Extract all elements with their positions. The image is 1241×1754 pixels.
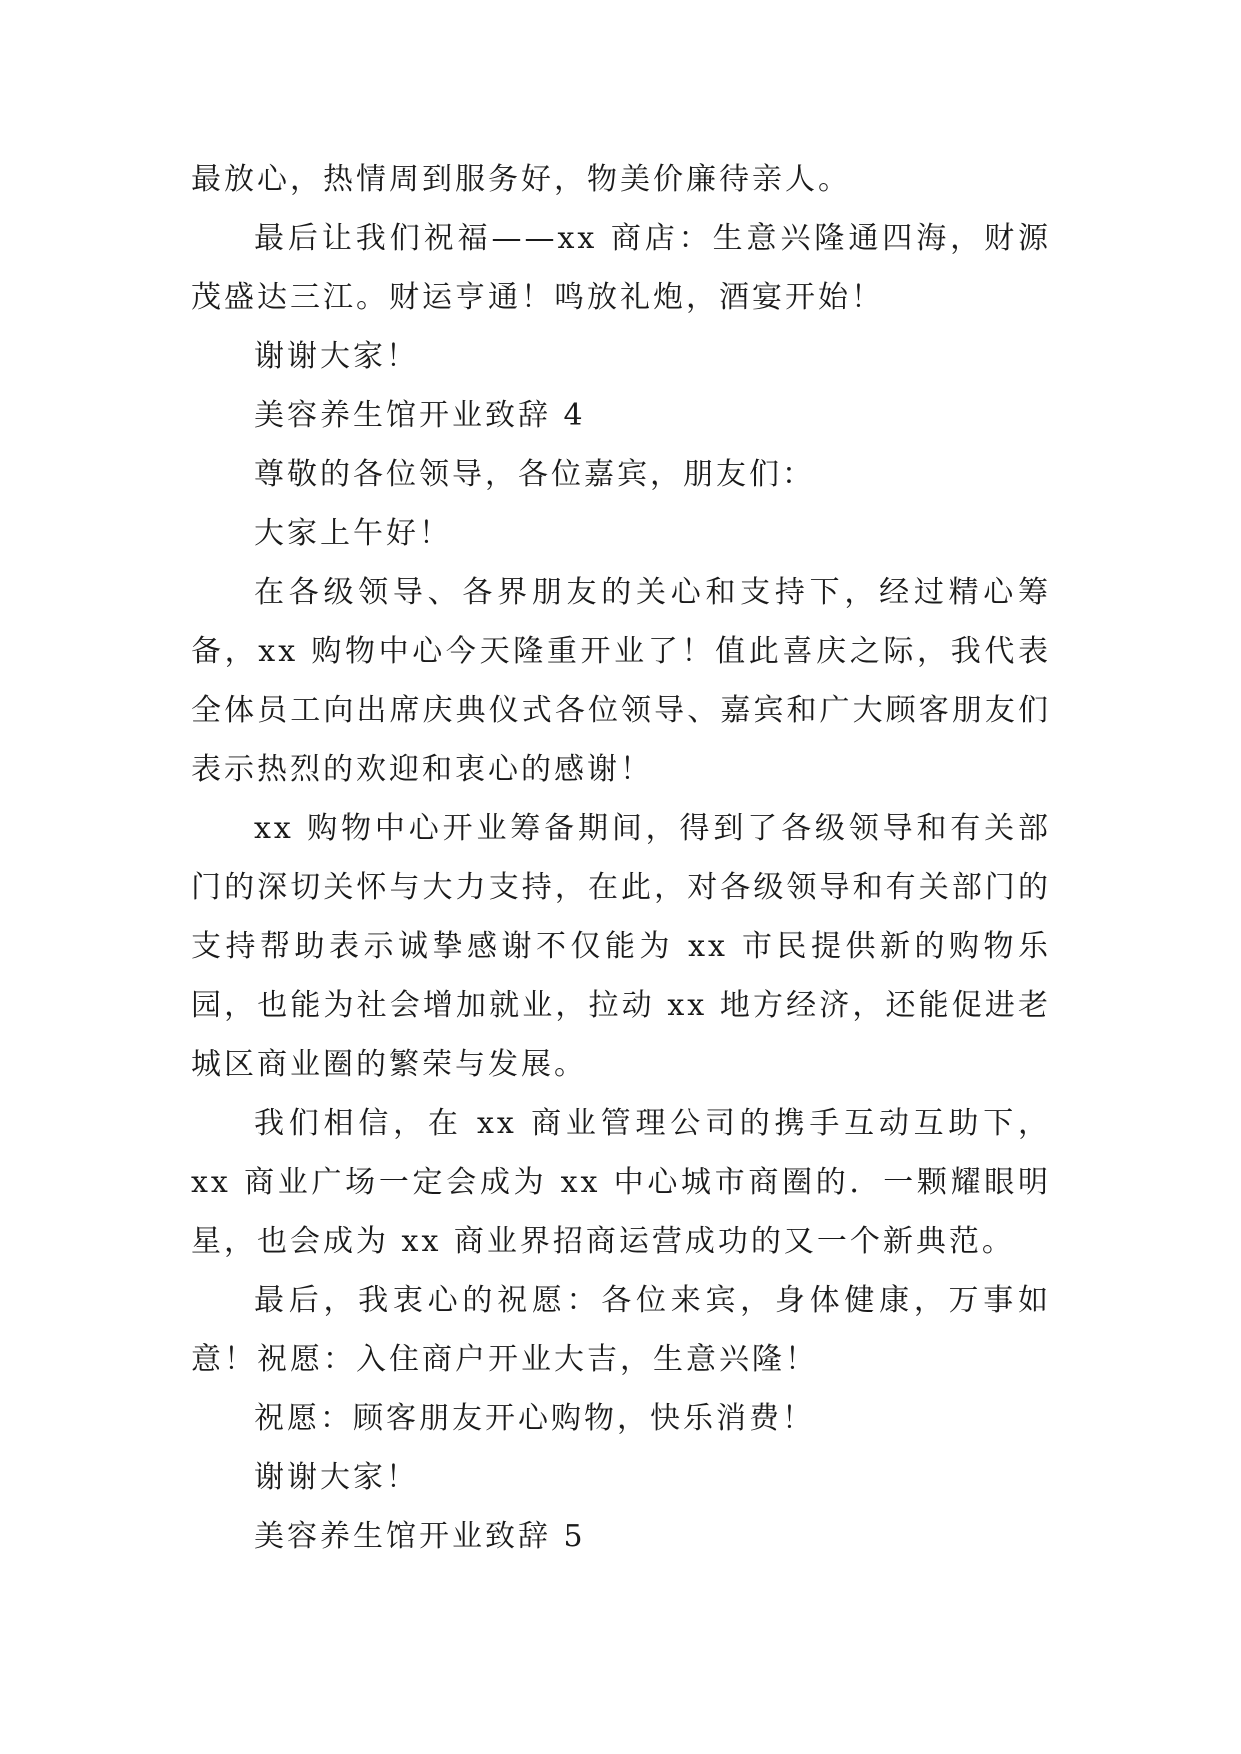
paragraph-11: 祝愿：顾客朋友开心购物，快乐消费！ xyxy=(254,1401,815,1436)
paragraph-1: 最放心，热情周到服务好，物美价廉待亲人。 xyxy=(191,162,851,197)
paragraph-9: 我们相信，在 xx 商业管理公司的携手互动互助下，xx 商业广场一定会成为 xx 中心城市商圈的．一颗耀眼明星，也会成为 xx 商业界招商运营成功的又一个新典范。 xyxy=(191,1106,1051,1259)
paragraph-3: 谢谢大家！ xyxy=(254,339,419,374)
paragraph-10: 最后，我衷心的祝愿：各位来宾，身体健康，万事如意！祝愿：入住商户开业大吉，生意兴隆！ xyxy=(191,1283,1051,1377)
paragraph-5: 尊敬的各位领导，各位嘉宾，朋友们： xyxy=(254,457,815,492)
paragraph-7: 在各级领导、各界朋友的关心和支持下，经过精心筹备，xx 购物中心今天隆重开业了！值此喜庆之际，我代表全体员工向出席庆典仪式各位领导、嘉宾和广大顾客朋友们表示热烈的欢迎和衷心的感谢！ xyxy=(191,575,1051,787)
section-heading-4: 美容养生馆开业致辞 4 xyxy=(254,398,586,433)
paragraph-6: 大家上午好！ xyxy=(254,516,452,551)
document-body xyxy=(191,150,1051,1566)
section-heading-5: 美容养生馆开业致辞 5 xyxy=(254,1519,586,1554)
paragraph-8: xx 购物中心开业筹备期间，得到了各级领导和有关部门的深切关怀与大力支持，在此，对各级领导和有关部门的支持帮助表示诚挚感谢不仅能为 xx 市民提供新的购物乐园，也能为社会增加就业，拉动 xx 地方经济，还能促进老城区商业圈的繁荣与发展。 xyxy=(191,811,1051,1082)
paragraph-12: 谢谢大家！ xyxy=(254,1460,419,1495)
paragraph-2: 最后让我们祝福——xx 商店：生意兴隆通四海，财源茂盛达三江。财运亨通！鸣放礼炮，酒宴开始！ xyxy=(191,221,1051,315)
